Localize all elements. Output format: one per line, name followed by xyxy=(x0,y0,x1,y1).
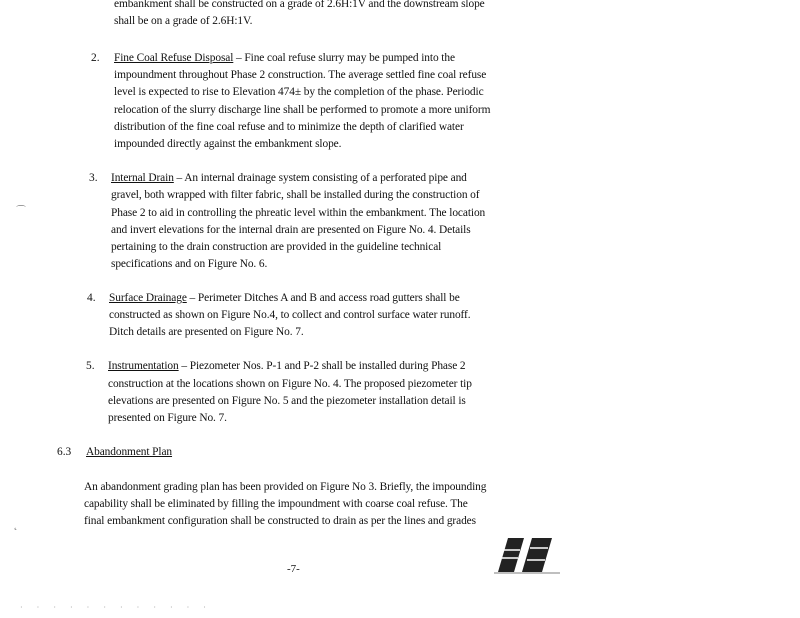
item-first-line xyxy=(111,173,467,184)
item-text: – Fine coal refuse slurry may be pumped into the xyxy=(233,52,455,64)
item-number: 5. xyxy=(86,360,95,372)
item-text: – Piezometer Nos. P-1 and P-2 shall be installed during Phase 2 xyxy=(178,360,466,372)
section-text: capability shall be eliminated by filling the impoundment with coarse coal refuse. The xyxy=(84,498,468,510)
item-text: elevations are presented on Figure No. 5 and the piezometer installation detail is xyxy=(108,395,466,407)
page-number: -7- xyxy=(287,563,300,575)
stamp-logo-icon xyxy=(494,536,564,574)
item-text: Phase 2 to aid in controlling the phreatic level within the embankment. The location xyxy=(111,207,486,219)
item-text: presented on Figure No. 7. xyxy=(108,412,227,424)
continuation-line: embankment shall be constructed on a grade of 2.6H:1V and the downstream slope xyxy=(114,0,485,10)
item-heading: Fine Coal Refuse Disposal xyxy=(114,52,234,64)
item-text: specifications and on Figure No. 6. xyxy=(111,258,268,270)
section-text: final embankment configuration shall be constructed to drain as per the lines and grades xyxy=(84,515,476,527)
item-number: 2. xyxy=(91,52,100,64)
item-first-line xyxy=(109,293,460,304)
item-text: impounded directly against the embankment slope. xyxy=(114,138,342,150)
item-text: – Perimeter Ditches A and B and access road gutters shall be xyxy=(186,292,460,304)
section-text: An abandonment grading plan has been provided on Figure No 3. Briefly, the impounding xyxy=(84,481,487,493)
item-heading: Instrumentation xyxy=(108,360,179,372)
item-number: 4. xyxy=(87,292,96,304)
scan-mark-icon: ˛ xyxy=(14,520,18,531)
item-text: level is expected to rise to Elevation 474± by the completion of the phase. Periodic xyxy=(114,86,484,98)
scan-mark-icon: ⌒ xyxy=(16,206,26,217)
item-text: pertaining to the drain construction are provided in the guideline technical xyxy=(111,241,442,253)
section-number: 6.3 xyxy=(57,446,72,458)
item-heading: Internal Drain xyxy=(111,172,174,184)
item-text: distribution of the fine coal refuse and to minimize the depth of clarified water xyxy=(114,121,464,133)
item-text: Ditch details are presented on Figure No. 7. xyxy=(109,326,304,338)
item-text: and invert elevations for the internal drain are presented on Figure No. 4. Details xyxy=(111,224,471,236)
item-text: gravel, both wrapped with filter fabric, shall be installed during the construction of xyxy=(111,189,480,201)
item-text: impoundment throughout Phase 2 construction. The average settled fine coal refuse xyxy=(114,69,487,81)
item-first-line xyxy=(108,361,466,372)
item-text: construction at the locations shown on Figure No. 4. The proposed piezometer tip xyxy=(108,378,472,390)
item-text: relocation of the slurry discharge line shall be performed to promote a more uniform xyxy=(114,104,491,116)
scan-dots-icon: · · · · · · · · · · · · xyxy=(20,603,212,612)
continuation-line: shall be on a grade of 2.6H:1V. xyxy=(114,15,253,27)
item-number: 3. xyxy=(89,172,98,184)
item-first-line xyxy=(114,53,455,64)
item-heading: Surface Drainage xyxy=(109,292,187,304)
item-text: constructed as shown on Figure No.4, to collect and control surface water runoff. xyxy=(109,309,471,321)
section-heading: Abandonment Plan xyxy=(86,446,173,458)
item-text: – An internal drainage system consisting of a perforated pipe and xyxy=(173,172,467,184)
